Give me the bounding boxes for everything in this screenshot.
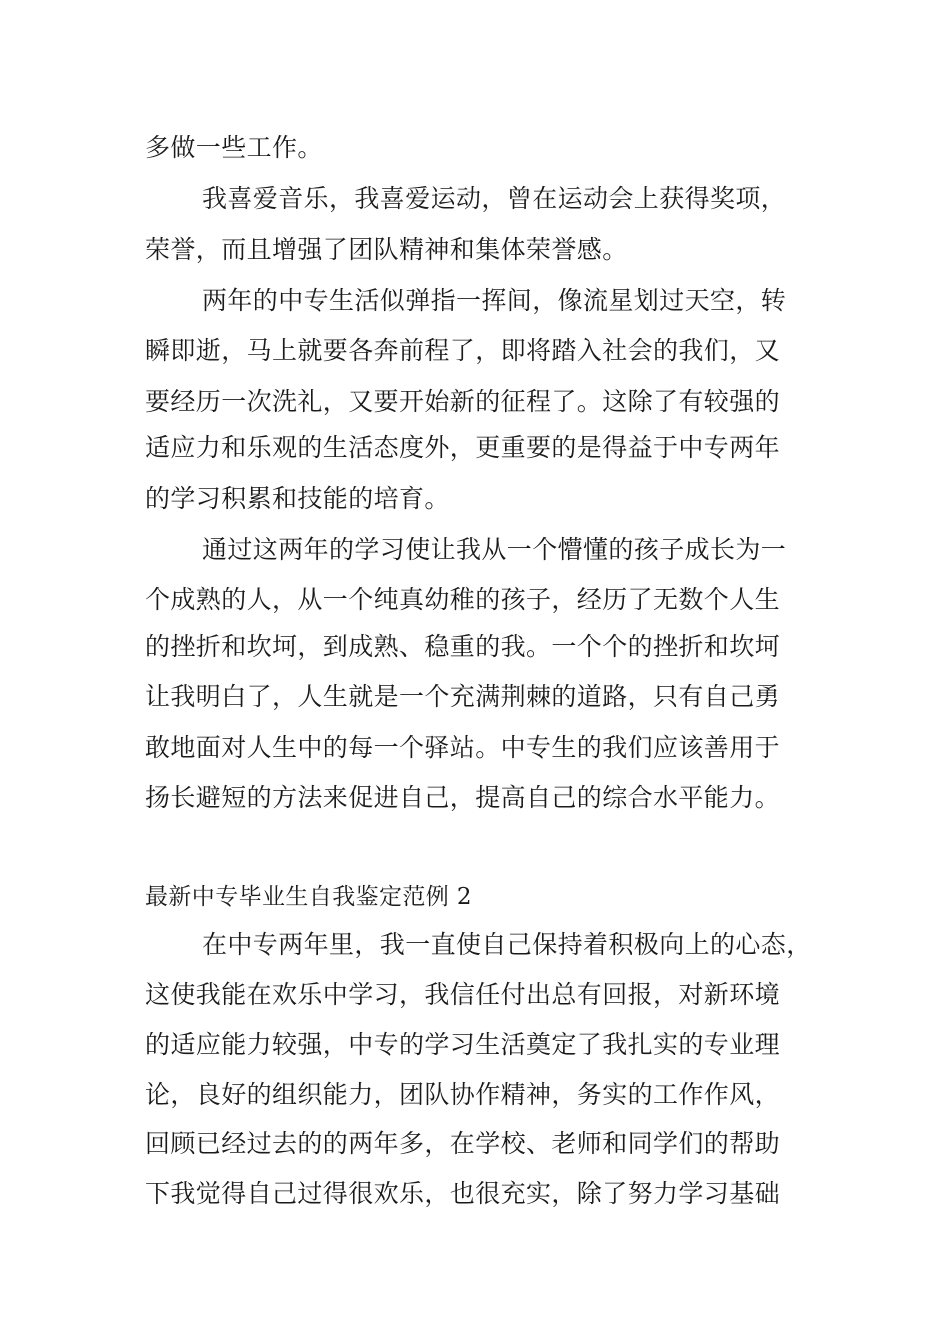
text-line: 要经历一次洗礼，又要开始新的征程了。这除了有较强的 — [145, 387, 781, 416]
text-line: 瞬即逝，马上就要各奔前程了，即将踏入社会的我们，又 — [145, 336, 781, 365]
text-line: 通过这两年的学习使让我从一个懵懂的孩子成长为一 — [202, 535, 787, 564]
text-line: 我喜爱音乐，我喜爱运动，曾在运动会上获得奖项， — [202, 184, 787, 213]
text-line: 两年的中专生活似弹指一挥间，像流星划过天空，转 — [202, 286, 787, 315]
text-line: 敢地面对人生中的每一个驿站。中专生的我们应该善用于 — [145, 733, 781, 762]
text-line: 回顾已经过去的的两年多，在学校、老师和同学们的帮助 — [145, 1129, 781, 1158]
text-line: 的适应能力较强，中专的学习生活奠定了我扎实的专业理 — [145, 1030, 781, 1059]
text-line: 让我明白了，人生就是一个充满荆棘的道路，只有自己勇 — [145, 682, 781, 711]
text-line: 适应力和乐观的生活态度外，更重要的是得益于中专两年 — [145, 433, 781, 462]
text-line: 多做一些工作。 — [145, 133, 323, 162]
text-line: 在中专两年里，我一直使自己保持着积极向上的心态， — [202, 930, 812, 959]
text-line: 下我觉得自己过得很欢乐，也很充实，除了努力学习基础 — [145, 1179, 781, 1208]
text-line: 这使我能在欢乐中学习，我信任付出总有回报，对新环境 — [145, 980, 781, 1009]
section-heading: 最新中专毕业生自我鉴定范例 2 — [145, 884, 472, 910]
text-line: 的挫折和坎坷，到成熟、稳重的我。一个个的挫折和坎坷 — [145, 632, 781, 661]
text-line: 论，良好的组织能力，团队协作精神，务实的工作作风， — [145, 1080, 781, 1109]
text-line: 的学习积累和技能的培育。 — [145, 484, 450, 513]
text-line: 个成熟的人，从一个纯真幼稚的孩子，经历了无数个人生 — [145, 585, 781, 614]
text-line: 荣誉，而且增强了团队精神和集体荣誉感。 — [145, 235, 628, 264]
text-line: 扬长避短的方法来促进自己，提高自己的综合水平能力。 — [145, 783, 781, 812]
